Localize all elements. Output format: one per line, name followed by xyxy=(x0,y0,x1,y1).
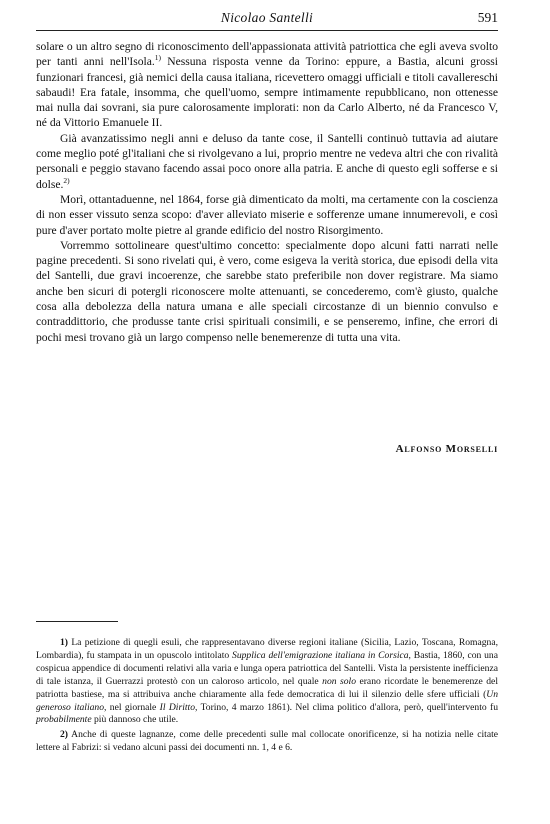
footnote-ref: 2) xyxy=(63,175,70,185)
footnote-rule xyxy=(36,621,118,622)
footnote: 1) La petizione di quegli esuli, che rappresentavano diverse regioni italiane (Sicilia, Lazio, Toscana, Romagna, Lombardia), fu stampata in un opuscolo intitolato Supplica dell'emigrazione italiana in Corsica, Bastia, 1860, con una cospicua appendice di documenti relativi alla varia e lunga opera patriottica del Santelli. Vista la persistente inefficienza di tale istanza, il Guerrazzi protestò con un caloroso articolo, nel quale non solo erano ricordate le benemerenze del patriotta bastiese, ma si attribuiva anche chiaramente alla fede democratica di lui il silenzio delle sfere ufficiali (Un generoso italiano, nel giornale Il Diritto, Torino, 4 marzo 1861). Nel clima politico d'allora, però, quell'intervento fu probabilmente più dannoso che utile. xyxy=(36,637,499,726)
running-title: Nicolao Santelli xyxy=(220,10,314,25)
footnote-ref: 1) xyxy=(154,53,162,63)
header-rule xyxy=(36,30,498,31)
paragraph: Già avanzatissimo negli anni e deluso da tante cose, il Santelli continuò tuttavia ad aiutare come meglio poté gl'italiani che si rivolgevano a lui, proprio mentre ne vedeva altri che con rivalità personali e peggio stavano facendo assai poco onore alla patria. E anche di questo egli sofferse e si dolse.$^{2)}$ xyxy=(36,131,498,191)
footnote-number: 1) xyxy=(60,637,68,648)
paragraph: Vorremmo sottolineare quest'ultimo concetto: specialmente dopo alcuni fatti narrati nelle pagine precedenti. Si sono rivelati qui, è vero, come esigeva la verità storica, due episodi della vita del Santelli, due gravi incoerenze, che sarebbe stato preferibile non dover registrare. Ma siamo anche ben sicuri di potergli riconoscere molte attenuanti, se concederemo, com'è giusto, qualche cosa alla debolezza della natura umana e alle speciali circostanze di un biennio convulso e contraddittorio, che produsse tante crisi spirituali consimili, e se penseremo, infine, che errori di pochi mesi trovano già un largo compenso nelle benemerenze di tutta una vita. xyxy=(36,238,498,344)
paragraph: Morì, ottantaduenne, nel 1864, forse già dimenticato da molti, ma certamente con la coscienza di non esser vissuto senza scopo: d'aver alleviato miserie e sofferenze umane innumerevoli, e così pure d'aver portato molte pietre al grande edificio del nostro Risorgimento. xyxy=(36,192,498,237)
paragraph: solare o un altro segno di riconoscimento dell'appassionata attività patriottica che egli aveva svolto per tanti anni nell'Isola.$^{1)}$ Nessuna risposta venne da Torino: eppure, a Bastia, alcuni grossi funzionari francesi, già nemici della causa italiana, ricevettero omaggi ufficiali e titoli cavallereschi sabaudi! Era fatale, insomma, che quell'uomo, sempre intimamente repubblicano, non ottenesse mai nulla dai sovrani, sia pure calorosamente implorati: non da Carlo Alberto, né da Francesco V, né da Vittorio Emanuele II. xyxy=(36,40,498,130)
body-text xyxy=(36,39,498,345)
page-number: 591 xyxy=(477,10,498,25)
footnote-number: 2) xyxy=(60,729,68,741)
page-header xyxy=(36,10,498,28)
footnotes xyxy=(36,637,498,755)
author-signature: Alfonso Morselli xyxy=(395,443,498,455)
footnote: 2) Anche di queste lagnanze, come delle precedenti sulle mal collocate onorificenze, si ha notizia nelle citate lettere al Fabrizi: si vedano alcuni passi dei documenti nn. 1, 4 e 6. xyxy=(36,729,498,754)
